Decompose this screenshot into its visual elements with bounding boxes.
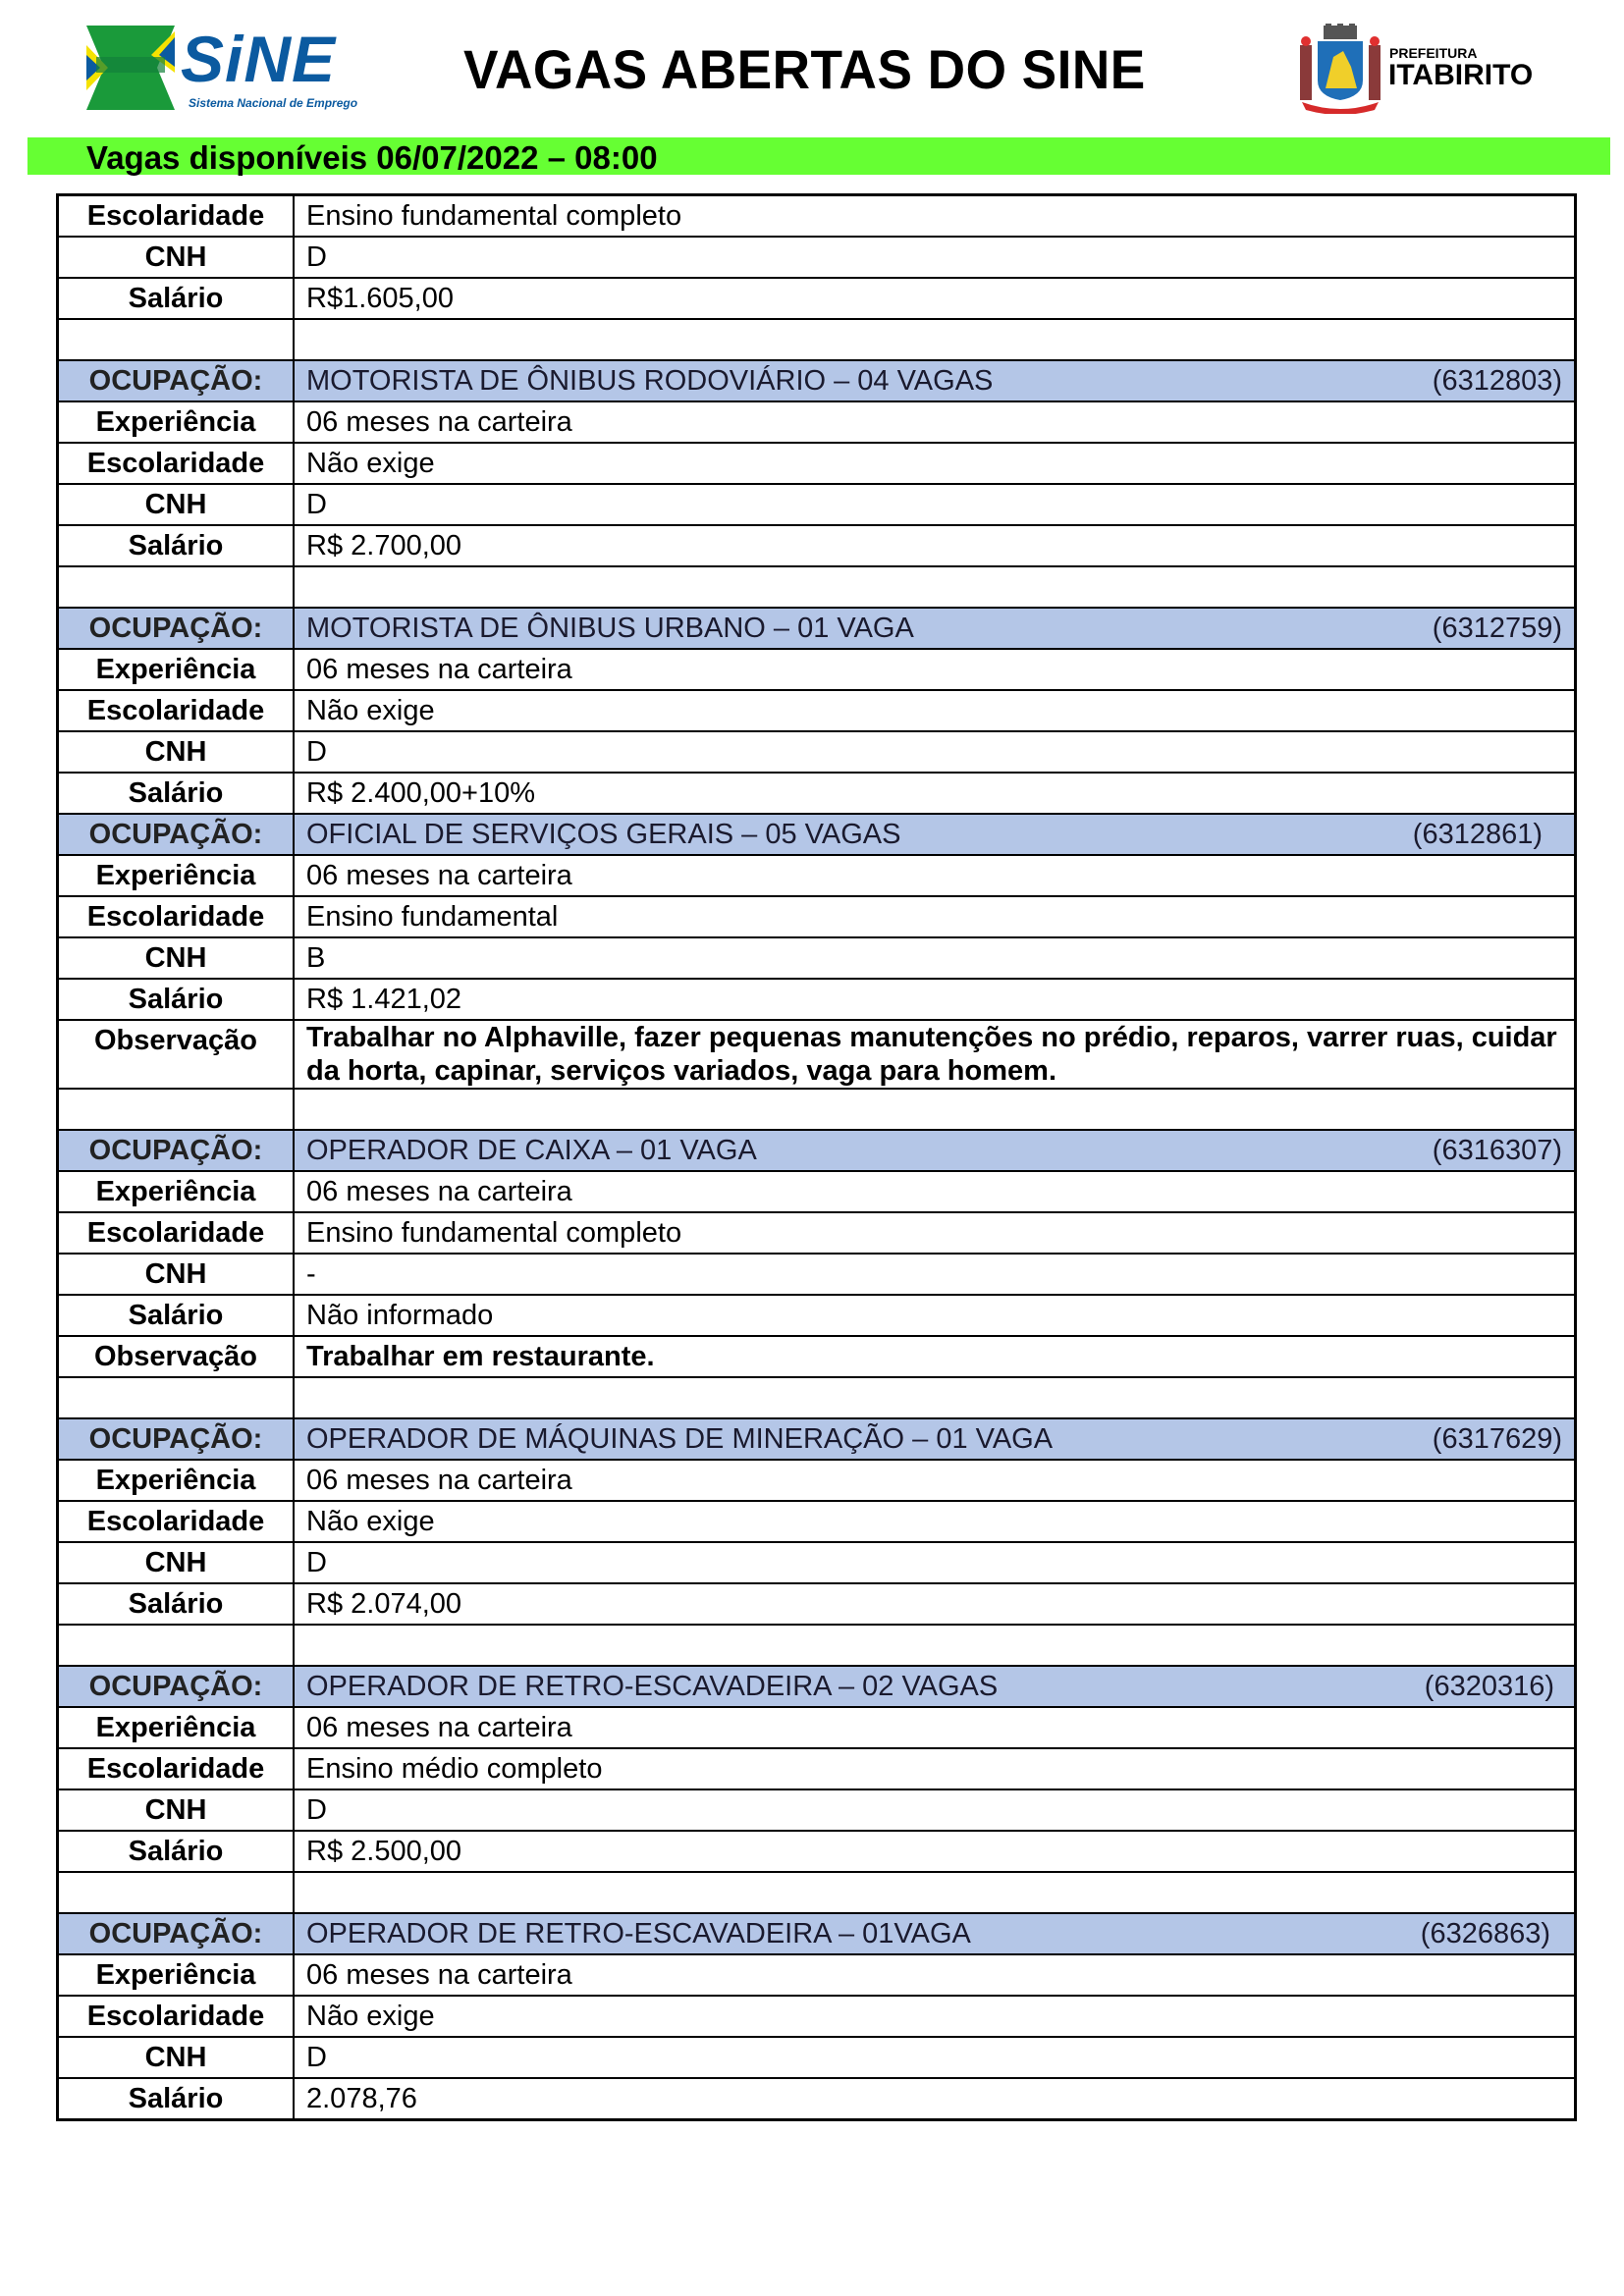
education-label: Escolaridade <box>58 195 295 238</box>
occupation-code: (6326863) <box>1420 1917 1550 1949</box>
salary-value: R$ 2.700,00 <box>294 525 1576 566</box>
itabirito-label: ITABIRITO <box>1388 59 1534 91</box>
occupation-label: OCUPAÇÃO: <box>58 814 295 855</box>
cnh-value: D <box>294 731 1576 773</box>
salary-label: Salário <box>58 1583 295 1625</box>
observation-label: Observação <box>58 1020 295 1089</box>
education-label: Escolaridade <box>58 896 295 937</box>
table-row <box>58 979 1576 1020</box>
experience-label: Experiência <box>58 1460 295 1501</box>
spacer-row <box>58 1377 1576 1418</box>
table-row <box>58 773 1576 814</box>
table-row <box>58 731 1576 773</box>
table-row <box>58 1831 1576 1872</box>
table-row <box>58 484 1576 525</box>
occupation-code: (6320316) <box>1424 1670 1554 1702</box>
sine-wordmark: SiNE <box>181 23 337 95</box>
experience-label: Experiência <box>58 1171 295 1212</box>
table-row <box>58 1501 1576 1542</box>
table-row <box>58 2037 1576 2078</box>
table-row <box>58 278 1576 319</box>
experience-value: 06 meses na carteira <box>294 1460 1576 1501</box>
salary-label: Salário <box>58 2078 295 2120</box>
occupation-title: OPERADOR DE RETRO-ESCAVADEIRA – 01VAGA <box>306 1917 971 1949</box>
occupation-label: OCUPAÇÃO: <box>58 608 295 649</box>
occupation-title: OPERADOR DE MÁQUINAS DE MINERAÇÃO – 01 VAGA <box>306 1422 1054 1455</box>
occupation-row <box>58 608 1576 649</box>
table-row <box>58 690 1576 731</box>
table-row <box>58 525 1576 566</box>
table-row <box>58 1954 1576 1996</box>
salary-label: Salário <box>58 278 295 319</box>
education-value: Não exige <box>294 1996 1576 2037</box>
table-row <box>58 937 1576 979</box>
experience-label: Experiência <box>58 649 295 690</box>
cnh-label: CNH <box>58 1254 295 1295</box>
experience-value: 06 meses na carteira <box>294 401 1576 443</box>
experience-value: 06 meses na carteira <box>294 649 1576 690</box>
sine-flag-logo-icon <box>86 26 175 110</box>
spacer-row <box>58 566 1576 608</box>
prefeitura-label: PREFEITURA <box>1389 45 1478 61</box>
salary-label: Salário <box>58 1295 295 1336</box>
table-row <box>58 1295 1576 1336</box>
salary-value: 2.078,76 <box>294 2078 1576 2120</box>
occupation-label: OCUPAÇÃO: <box>58 360 295 401</box>
education-value: Não exige <box>294 1501 1576 1542</box>
occupation-row <box>58 1418 1576 1460</box>
coat-of-arms-icon <box>1296 24 1384 114</box>
salary-value: R$ 2.074,00 <box>294 1583 1576 1625</box>
occupation-code: (6312803) <box>1432 364 1562 397</box>
occupation-title: OFICIAL DE SERVIÇOS GERAIS – 05 VAGAS <box>306 818 901 850</box>
cnh-label: CNH <box>58 1789 295 1831</box>
cnh-label: CNH <box>58 237 295 278</box>
occupation-code: (6317629) <box>1432 1422 1562 1455</box>
education-label: Escolaridade <box>58 1212 295 1254</box>
observation-value: Trabalhar em restaurante. <box>294 1336 1576 1377</box>
table-row <box>58 1707 1576 1748</box>
page-title: VAGAS ABERTAS DO SINE <box>463 38 1146 100</box>
occupation-row <box>58 360 1576 401</box>
education-value: Não exige <box>294 443 1576 484</box>
prefeitura-itabirito-logo <box>1296 24 1542 114</box>
occupation-code: (6316307) <box>1432 1134 1562 1166</box>
education-label: Escolaridade <box>58 1996 295 2037</box>
date-banner-text: Vagas disponíveis 06/07/2022 – 08:00 <box>86 139 658 176</box>
occupation-label: OCUPAÇÃO: <box>58 1130 295 1171</box>
experience-label: Experiência <box>58 401 295 443</box>
sine-subtitle: Sistema Nacional de Emprego <box>189 96 358 110</box>
experience-value: 06 meses na carteira <box>294 855 1576 896</box>
occupation-row <box>58 1913 1576 1954</box>
education-label: Escolaridade <box>58 1748 295 1789</box>
education-value: Não exige <box>294 690 1576 731</box>
occupation-title: OPERADOR DE RETRO-ESCAVADEIRA – 02 VAGAS <box>306 1670 999 1702</box>
table-row <box>58 1748 1576 1789</box>
table-row <box>58 1171 1576 1212</box>
experience-label: Experiência <box>58 855 295 896</box>
jobs-table <box>56 193 1577 2121</box>
occupation-code: (6312861) <box>1412 818 1543 850</box>
occupation-title: MOTORISTA DE ÔNIBUS URBANO – 01 VAGA <box>306 612 914 644</box>
cnh-label: CNH <box>58 1542 295 1583</box>
spacer-row <box>58 1089 1576 1130</box>
occupation-label: OCUPAÇÃO: <box>58 1418 295 1460</box>
cnh-label: CNH <box>58 731 295 773</box>
cnh-value: D <box>294 484 1576 525</box>
table-row <box>58 2078 1576 2120</box>
salary-value: Não informado <box>294 1295 1576 1336</box>
cnh-value: D <box>294 1789 1576 1831</box>
experience-label: Experiência <box>58 1954 295 1996</box>
table-row <box>58 443 1576 484</box>
table-row <box>58 1336 1576 1377</box>
observation-label: Observação <box>58 1336 295 1377</box>
table-row <box>58 1254 1576 1295</box>
salary-label: Salário <box>58 525 295 566</box>
spacer-row <box>58 319 1576 360</box>
occupation-label: OCUPAÇÃO: <box>58 1913 295 1954</box>
occupation-row <box>58 1666 1576 1707</box>
table-row <box>58 1789 1576 1831</box>
cnh-label: CNH <box>58 2037 295 2078</box>
occupation-row <box>58 1130 1576 1171</box>
cnh-value: D <box>294 2037 1576 2078</box>
table-row <box>58 195 1576 238</box>
cnh-label: CNH <box>58 484 295 525</box>
spacer-row <box>58 1872 1576 1913</box>
table-row <box>58 855 1576 896</box>
salary-label: Salário <box>58 979 295 1020</box>
table-row <box>58 649 1576 690</box>
salary-value: R$ 2.500,00 <box>294 1831 1576 1872</box>
salary-label: Salário <box>58 1831 295 1872</box>
table-row <box>58 1583 1576 1625</box>
occupation-code: (6312759) <box>1432 612 1562 644</box>
salary-value: R$ 2.400,00+10% <box>294 773 1576 814</box>
table-row <box>58 1996 1576 2037</box>
education-label: Escolaridade <box>58 690 295 731</box>
sine-logo <box>86 23 361 114</box>
education-value: Ensino fundamental <box>294 896 1576 937</box>
table-row <box>58 1460 1576 1501</box>
cnh-value: - <box>294 1254 1576 1295</box>
table-row <box>58 1212 1576 1254</box>
education-value: Ensino fundamental completo <box>294 1212 1576 1254</box>
education-value: Ensino médio completo <box>294 1748 1576 1789</box>
table-row <box>58 237 1576 278</box>
cnh-value: B <box>294 937 1576 979</box>
occupation-title: OPERADOR DE CAIXA – 01 VAGA <box>306 1134 757 1166</box>
salary-value: R$1.605,00 <box>294 278 1576 319</box>
occupation-label: OCUPAÇÃO: <box>58 1666 295 1707</box>
occupation-title: MOTORISTA DE ÔNIBUS RODOVIÁRIO – 04 VAGAS <box>306 364 994 397</box>
table-row <box>58 401 1576 443</box>
observation-value: Trabalhar no Alphaville, fazer pequenas manutenções no prédio, reparos, varrer ruas, cuidar da horta, capinar, serviços variados, vaga para homem. <box>294 1020 1576 1089</box>
table-row <box>58 896 1576 937</box>
experience-label: Experiência <box>58 1707 295 1748</box>
cnh-label: CNH <box>58 937 295 979</box>
spacer-row <box>58 1625 1576 1666</box>
salary-label: Salário <box>58 773 295 814</box>
education-label: Escolaridade <box>58 443 295 484</box>
table-row <box>58 1542 1576 1583</box>
cnh-value: D <box>294 237 1576 278</box>
education-value: Ensino fundamental completo <box>294 195 1576 238</box>
page-header <box>0 0 1624 137</box>
cnh-value: D <box>294 1542 1576 1583</box>
table-row <box>58 1020 1576 1089</box>
salary-value: R$ 1.421,02 <box>294 979 1576 1020</box>
experience-value: 06 meses na carteira <box>294 1171 1576 1212</box>
occupation-row <box>58 814 1576 855</box>
experience-value: 06 meses na carteira <box>294 1954 1576 1996</box>
experience-value: 06 meses na carteira <box>294 1707 1576 1748</box>
date-banner <box>27 137 1610 175</box>
education-label: Escolaridade <box>58 1501 295 1542</box>
